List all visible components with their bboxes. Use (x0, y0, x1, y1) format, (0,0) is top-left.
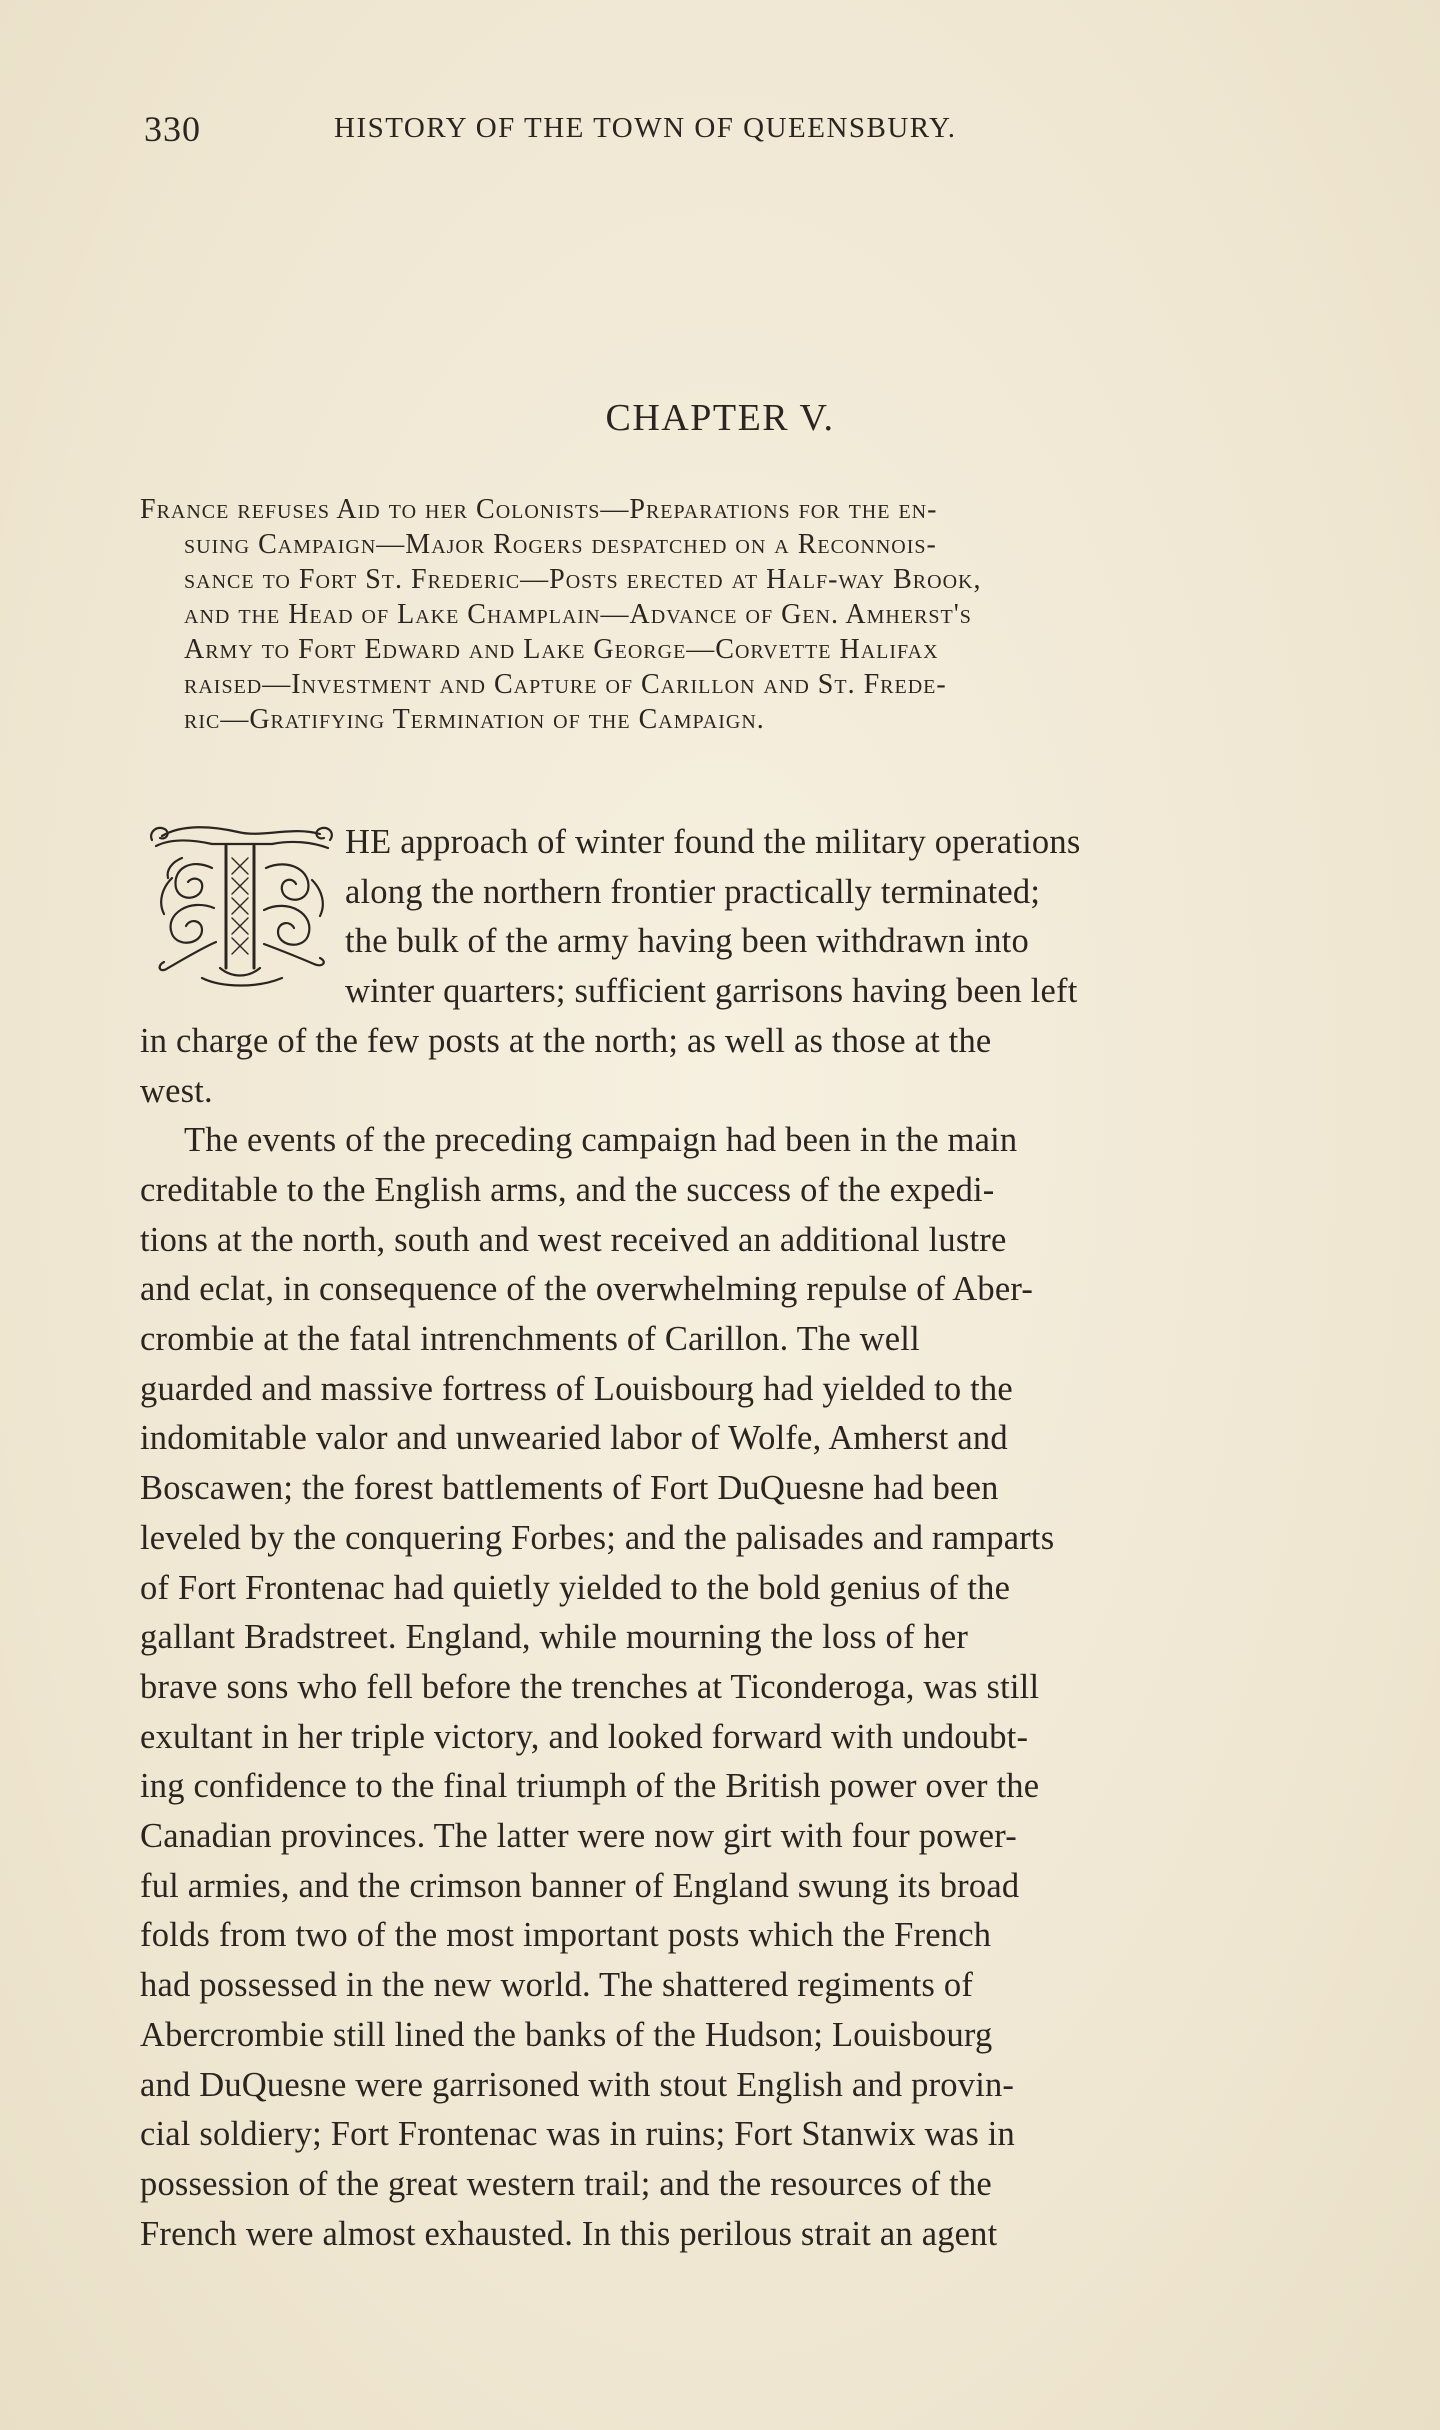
running-title: HISTORY OF THE TOWN OF QUEENSBURY. (334, 112, 957, 144)
text-line: tions at the north, south and west received an additional lustre (140, 1220, 1007, 1259)
text-line: Canadian provinces. The latter were now girt with four power- (140, 1817, 1017, 1856)
text-line: along the northern frontier practically terminated; (345, 872, 1041, 911)
text-line: HE approach of winter found the military operations (345, 823, 1081, 861)
text-line: Boscawen; the forest battlements of Fort DuQuesne had been (140, 1469, 999, 1508)
text-line: crombie at the fatal intrenchments of Carillon. The well (140, 1320, 920, 1359)
text-line: folds from two of the most important posts which the French (140, 1916, 992, 1955)
text-line: and DuQuesne were garrisoned with stout English and provin- (140, 2065, 1015, 2104)
text-line: of Fort Frontenac had quietly yielded to the bold genius of the (140, 1568, 1011, 1607)
text-line: and eclat, in consequence of the overwhelming repulse of Aber- (140, 1270, 1034, 1309)
text-line: the bulk of the army having been withdrawn into (345, 922, 1029, 961)
text-line: brave sons who fell before the trenches at Ticonderoga, was still (140, 1667, 1040, 1706)
text-line: in charge of the few posts at the north; as well as those at the (140, 1021, 992, 1060)
summary-line: Army to Fort Edward and Lake George—Corvette Halifax (184, 634, 939, 665)
text-line: had possessed in the new world. The shattered regiments of (140, 1966, 974, 2005)
text-line: guarded and massive fortress of Louisbourg had yielded to the (140, 1369, 1013, 1408)
text-line: indomitable valor and unwearied labor of Wolfe, Amherst and (140, 1419, 1008, 1458)
chapter-summary (140, 492, 1340, 737)
body-text (140, 818, 1340, 2259)
text-line: winter quarters; sufficient garrisons having been left (345, 972, 1078, 1011)
text-line: west. (140, 1071, 213, 1110)
summary-line: suing Campaign—Major Rogers despatched on a Reconnois- (184, 529, 937, 560)
summary-line: ric—Gratifying Termination of the Campaign. (184, 704, 765, 735)
text-line: leveled by the conquering Forbes; and the palisades and ramparts (140, 1518, 1055, 1557)
running-head (144, 108, 1144, 158)
summary-line: sance to Fort St. Frederic—Posts erected at Half-way Brook, (184, 564, 982, 595)
text-line: French were almost exhausted. In this perilous strait an agent (140, 2214, 998, 2253)
text-line: Abercrombie still lined the banks of the Hudson; Louisbourg (140, 2015, 993, 2054)
page-number: 330 (144, 109, 201, 149)
summary-line: raised—Investment and Capture of Carillon and St. Frede- (184, 669, 947, 700)
chapter-title: CHAPTER V. (605, 397, 835, 439)
text-line: ing confidence to the final triumph of the British power over the (140, 1767, 1040, 1806)
text-line: possession of the great western trail; and the resources of the (140, 2164, 992, 2203)
text-line: creditable to the English arms, and the success of the expedi- (140, 1170, 995, 1209)
text-line: ful armies, and the crimson banner of England swung its broad (140, 1866, 1020, 1905)
text-line: gallant Bradstreet. England, while mourning the loss of her (140, 1618, 969, 1657)
summary-line: France refuses Aid to her Colonists—Preparations for the en- (140, 494, 938, 525)
summary-line: and the Head of Lake Champlain—Advance of Gen. Amherst's (184, 599, 972, 630)
text-line: cial soldiery; Fort Frontenac was in ruins; Fort Stanwix was in (140, 2115, 1015, 2154)
text-line: exultant in her triple victory, and looked forward with undoubt- (140, 1717, 1029, 1756)
text-line: The events of the preceding campaign had been in the main (184, 1121, 1018, 1160)
